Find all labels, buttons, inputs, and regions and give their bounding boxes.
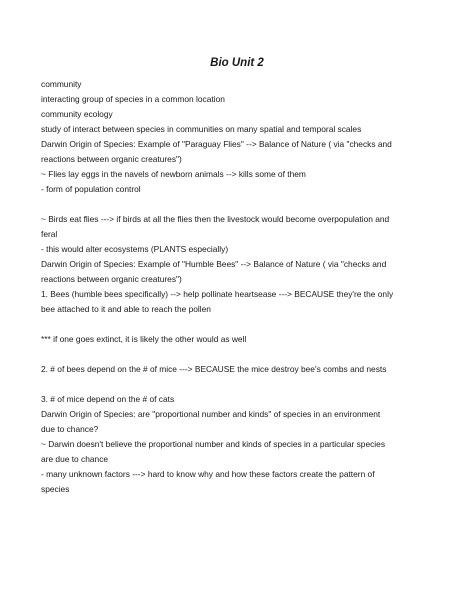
note-line: due to chance? (41, 424, 99, 434)
blank-line (41, 317, 441, 332)
note-line: study of interact between species in communities on many spatial and temporal scales (41, 124, 362, 134)
note-line: feral (41, 229, 58, 239)
note-line: Darwin Origin of Species: Example of "Paraguay Flies" --> Balance of Nature ( via "checks and (41, 139, 392, 149)
note-line: ~ Darwin doesn't believe the proportional number and kinds of species in a particular species (41, 439, 386, 449)
blank-line (41, 377, 441, 392)
page-title: Bio Unit 2 (210, 57, 264, 69)
blank-line (41, 197, 441, 212)
note-line: interacting group of species in a common location (41, 94, 225, 104)
note-line: Darwin Origin of Species: Example of "Humble Bees" --> Balance of Nature ( via "checks and (41, 259, 387, 269)
note-line: *** if one goes extinct, it is likely the other would as well (41, 334, 247, 344)
note-line: bee attached to it and able to reach the pollen (41, 304, 211, 314)
note-line: reactions between organic creatures") (41, 154, 182, 164)
note-line: ~ Birds eat flies ---> if birds at all the flies then the livestock would become overpopulation and (41, 214, 390, 224)
notes-body (41, 77, 441, 497)
blank-line (41, 347, 441, 362)
note-line: 1. Bees (humble bees specifically) --> help pollinate heartsease ---> BECAUSE they're the only (41, 289, 394, 299)
note-line: 2. # of bees depend on the # of mice ---> BECAUSE the mice destroy bee's combs and nests (41, 364, 387, 374)
note-line: species (41, 484, 70, 494)
note-line: reactions between organic creatures") (41, 274, 182, 284)
note-line: 3. # of mice depend on the # of cats (41, 394, 175, 404)
note-line: - form of population control (41, 184, 141, 194)
note-line: Darwin Origin of Species: are "proportional number and kinds" of species in an environment (41, 409, 381, 419)
note-line: are due to chance (41, 454, 109, 464)
note-line: community ecology (41, 109, 113, 119)
note-line: - this would alter ecosystems (PLANTS especially) (41, 244, 229, 254)
note-line: - many unknown factors ---> hard to know why and how these factors create the pattern of (41, 469, 375, 479)
note-line: community (41, 79, 82, 89)
note-line: ~ Flies lay eggs in the navels of newborn animals --> kills some of them (41, 169, 306, 179)
